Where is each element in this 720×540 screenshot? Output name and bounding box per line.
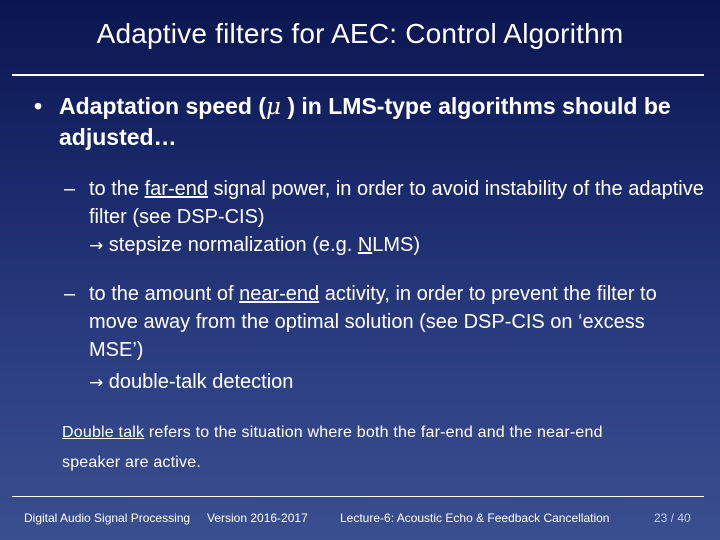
sub-bullet-text [89,175,704,231]
sub1-pre: to the [89,178,145,200]
sub-bullet-dash: – [64,283,76,305]
near-end-term: near-end [239,283,320,305]
double-talk-term: Double talk [62,424,145,441]
main-bullet [34,91,694,152]
mu-symbol: μ [266,94,281,120]
sub-bullet-near-end [64,280,704,397]
implication-line [89,368,704,397]
bullet-marker: • [34,93,43,119]
bullet-text-pre: Adaptation speed ( [59,93,267,119]
impl-pre: stepsize normalization (e.g. [103,234,358,256]
sub-bullet-dash: – [64,178,76,200]
nlms-n: N [357,234,373,256]
footer-course: Digital Audio Signal Processing [24,511,191,525]
slide-title: Adaptive filters for AEC: Control Algorithm [96,18,624,49]
impl-text: double-talk detection [103,371,294,393]
footer-divider [12,496,704,497]
far-end-term: far-end [144,178,208,200]
implies-arrow-icon: → [89,373,104,393]
impl-post: LMS) [372,234,421,256]
footer-version: Version 2016-2017 [207,511,308,525]
sub2-pre: to the amount of [89,283,240,305]
bullet-text [59,91,694,152]
implication-line [89,231,704,260]
double-talk-note [62,418,662,478]
footer-lecture: Lecture-6: Acoustic Echo & Feedback Cancellation [340,511,610,525]
bullet-text-post: ) in LMS-type algorithms should be adjusted… [59,93,671,150]
title-divider [12,74,704,76]
sub2-post: activity, in order to prevent the filter to move away from the optimal solution (see DSP-CIS on ‘excess MSE’) [89,283,657,361]
sub1-post: signal power, in order to avoid instability of the adaptive filter (see DSP-CIS) [89,178,704,228]
footer-page-number: 23 / 40 [654,511,691,525]
sub-bullet-far-end [64,175,704,260]
implies-arrow-icon: → [89,236,104,256]
note-text: refers to the situation where both the far-end and the near-end speaker are active. [62,424,603,471]
sub-bullet-text [89,280,704,364]
